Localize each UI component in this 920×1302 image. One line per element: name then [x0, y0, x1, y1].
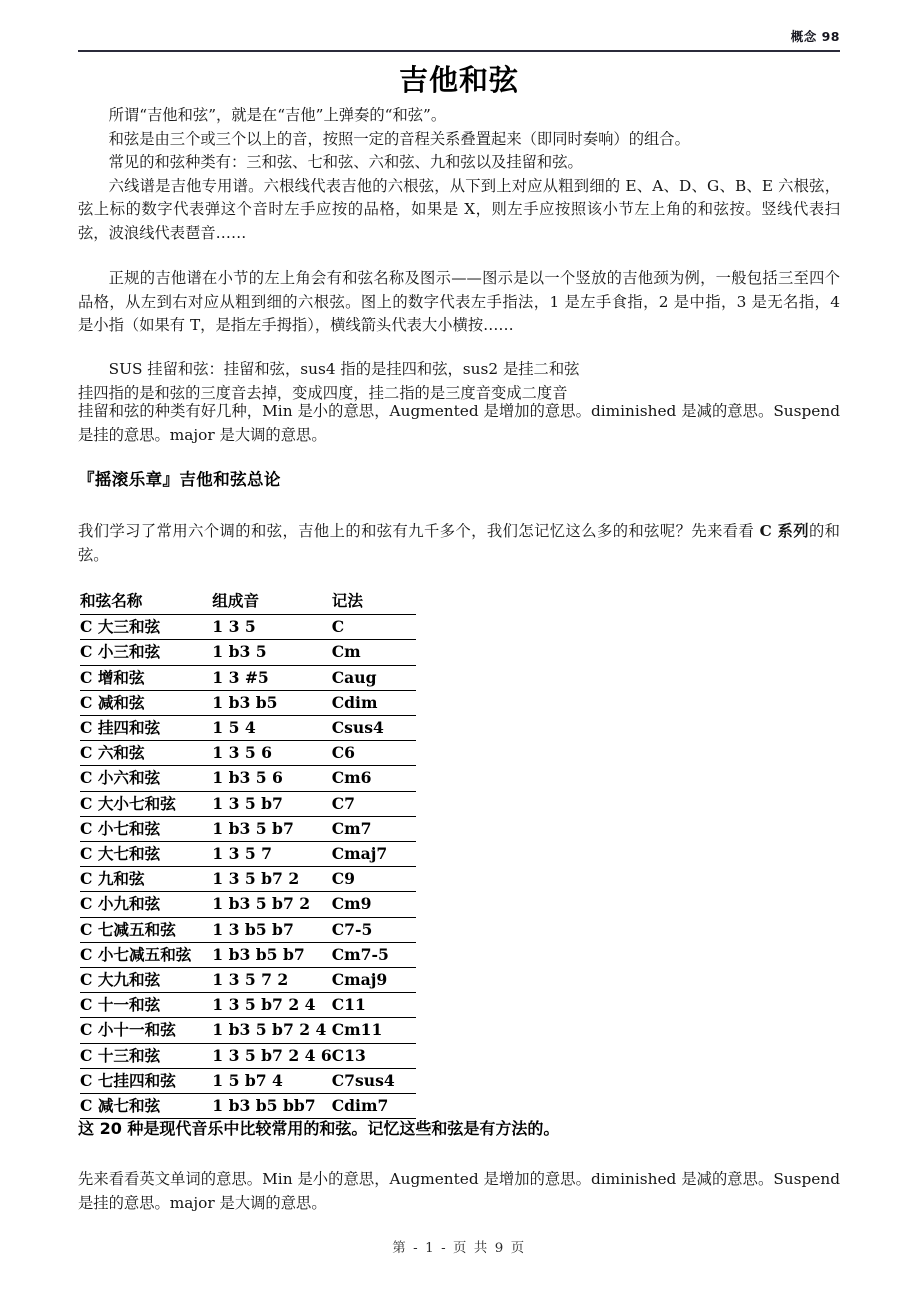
- section-lead-paragraph: [78, 519, 840, 567]
- lead-text-emphasis: C 系列: [759, 522, 809, 540]
- table-row: [80, 1043, 416, 1068]
- chord-tones-cell: 1 5 4: [212, 716, 331, 741]
- chord-name-cell: C 大小七和弦: [80, 791, 212, 816]
- terms-line-1: 挂留和弦的种类有好几种，Min 是小的意思，Augmented 是增加的意思。diminished 是减的意思。Suspend 是挂的意思。major 是大调的意思。: [78, 402, 840, 444]
- notation-block: [78, 267, 840, 338]
- chord-tones-cell: 1 3 5 b7 2 4 6: [212, 1043, 331, 1068]
- running-head-label: 概念 98: [790, 29, 840, 44]
- intro-line-3: 常见的和弦种类有：三和弦、七和弦、六和弦、九和弦以及挂留和弦。: [108, 153, 583, 172]
- chord-symbol-cell: Cm6: [332, 766, 416, 791]
- chord-tones-cell: 1 3 5: [212, 615, 331, 640]
- chord-name-cell: C 小七减五和弦: [80, 942, 212, 967]
- table-row: [80, 665, 416, 690]
- table-row: [80, 615, 416, 640]
- chord-name-cell: C 小三和弦: [80, 640, 212, 665]
- column-header-name: 和弦名称: [80, 590, 212, 615]
- table-row: [80, 942, 416, 967]
- chord-symbol-cell: C7sus4: [332, 1068, 416, 1093]
- sus-line-1: SUS 挂留和弦：挂留和弦，sus4 指的是挂四和弦，sus2 是挂二和弦: [108, 360, 580, 378]
- chord-symbol-cell: C6: [332, 741, 416, 766]
- lead-text-part1: 我们学习了常用六个调的和弦，吉他上的和弦有九千多个，我们怎记忆这么多的和弦呢？先来看看: [78, 522, 760, 540]
- column-header-symbol: 记法: [332, 590, 416, 615]
- chord-symbol-cell: C7: [332, 791, 416, 816]
- intro-line-1: 所谓“吉他和弦”，就是在“吉他”上弹奏的“和弦”。: [108, 106, 447, 124]
- chord-name-cell: C 减和弦: [80, 690, 212, 715]
- chord-tones-cell: 1 3 5 6: [212, 741, 331, 766]
- page-header: [78, 26, 840, 52]
- chord-tones-cell: 1 5 b7 4: [212, 1068, 331, 1093]
- chord-name-cell: C 大三和弦: [80, 615, 212, 640]
- chord-symbol-cell: Caug: [332, 665, 416, 690]
- table-row: [80, 716, 416, 741]
- chord-tones-cell: 1 3 b5 b7: [212, 917, 331, 942]
- chord-symbol-cell: Cm7-5: [332, 942, 416, 967]
- table-row: [80, 867, 416, 892]
- table-row: [80, 892, 416, 917]
- closing-summary: 这 20 种是现代音乐中比较常用的和弦。记忆这些和弦是有方法的。: [78, 1119, 560, 1138]
- chord-name-cell: C 大九和弦: [80, 968, 212, 993]
- table-row: [80, 842, 416, 867]
- chord-symbol-cell: Cdim: [332, 690, 416, 715]
- chord-tones-cell: 1 b3 5 b7 2: [212, 892, 331, 917]
- terms-block: [78, 400, 840, 447]
- chord-tones-cell: 1 b3 b5 bb7: [212, 1094, 331, 1119]
- intro-line-5: 正规的吉他谱在小节的左上角会有和弦名称及图示——图示是以一个竖放的吉他颈为例，一般包括三至四个品格，从左到右对应从粗到细的六根弦。图上的数字代表左手指法，1 是左手食指，2 是中指，3 是无名指，4 是小指（如果有 T，是指左手拇指），横线箭头代表大小横按……: [78, 269, 840, 335]
- chord-tones-cell: 1 b3 5 6: [212, 766, 331, 791]
- table-row: [80, 640, 416, 665]
- chord-symbol-cell: Cm9: [332, 892, 416, 917]
- table-row: [80, 741, 416, 766]
- chord-symbol-cell: Csus4: [332, 716, 416, 741]
- chord-name-cell: C 九和弦: [80, 867, 212, 892]
- chord-name-cell: C 大七和弦: [80, 842, 212, 867]
- page-footer: 第 - 1 - 页 共 9 页: [392, 1241, 526, 1256]
- chord-tones-cell: 1 b3 b5: [212, 690, 331, 715]
- chord-tones-cell: 1 3 #5: [212, 665, 331, 690]
- chord-tones-cell: 1 3 5 b7 2 4: [212, 993, 331, 1018]
- chord-tones-cell: 1 b3 b5 b7: [212, 942, 331, 967]
- intro-line-4: 六线谱是吉他专用谱。六根线代表吉他的六根弦，从下到上对应从粗到细的 E、A、D、G、B、E 六根弦，弦上标的数字代表弹这个音时左手应按的品格，如果是 X，则左手应按照该小节左上角的和弦按。竖线代表扫弦，波浪线代表琶音……: [78, 176, 840, 242]
- table-row: [80, 968, 416, 993]
- chord-symbol-cell: Cdim7: [332, 1094, 416, 1119]
- chord-symbol-cell: C: [332, 615, 416, 640]
- chord-name-cell: C 挂四和弦: [80, 716, 212, 741]
- chord-symbol-cell: Cm11: [332, 1018, 416, 1043]
- closing-body-line: 先来看看英文单词的意思。Min 是小的意思，Augmented 是增加的意思。diminished 是减的意思。Suspend 是挂的意思。major 是大调的意思。: [78, 1170, 840, 1212]
- chord-name-cell: C 增和弦: [80, 665, 212, 690]
- chord-tones-cell: 1 3 5 b7 2: [212, 867, 331, 892]
- chord-tones-cell: 1 b3 5: [212, 640, 331, 665]
- chord-tones-cell: 1 3 5 7 2: [212, 968, 331, 993]
- chord-tones-cell: 1 b3 5 b7: [212, 816, 331, 841]
- chord-symbol-cell: Cm: [332, 640, 416, 665]
- chord-tones-cell: 1 b3 5 b7 2 4: [212, 1018, 331, 1043]
- table-row: [80, 690, 416, 715]
- table-row: [80, 816, 416, 841]
- intro-block: [78, 104, 840, 246]
- chord-table-head: [80, 590, 416, 615]
- chord-name-cell: C 七减五和弦: [80, 917, 212, 942]
- chord-name-cell: C 十一和弦: [80, 993, 212, 1018]
- column-header-tones: 组成音: [212, 590, 331, 615]
- lead-text-part2: 的和弦。: [78, 522, 840, 564]
- chord-table: [80, 590, 416, 1119]
- document-title: 吉他和弦: [398, 63, 519, 97]
- chord-name-cell: C 减七和弦: [80, 1094, 212, 1119]
- chord-symbol-cell: C9: [332, 867, 416, 892]
- closing-body: [78, 1168, 840, 1215]
- chord-symbol-cell: C7-5: [332, 917, 416, 942]
- chord-symbol-cell: Cmaj9: [332, 968, 416, 993]
- chord-name-cell: C 小十一和弦: [80, 1018, 212, 1043]
- section-heading: 『摇滚乐章』吉他和弦总论: [78, 470, 281, 489]
- chord-table-header-row: [80, 590, 416, 615]
- lead-paragraph-text: [78, 519, 840, 567]
- chord-name-cell: C 小七和弦: [80, 816, 212, 841]
- chord-symbol-cell: Cm7: [332, 816, 416, 841]
- chord-name-cell: C 小九和弦: [80, 892, 212, 917]
- table-row: [80, 993, 416, 1018]
- table-row: [80, 791, 416, 816]
- chord-name-cell: C 小六和弦: [80, 766, 212, 791]
- chord-name-cell: C 六和弦: [80, 741, 212, 766]
- chord-name-cell: C 七挂四和弦: [80, 1068, 212, 1093]
- chord-symbol-cell: C13: [332, 1043, 416, 1068]
- sus-line-2: 挂四指的是和弦的三度音去掉，变成四度，挂二指的是三度音变成二度音: [78, 383, 568, 402]
- intro-line-2: 和弦是由三个或三个以上的音，按照一定的音程关系叠置起来（即同时奏响）的组合。: [108, 129, 690, 148]
- table-row: [80, 766, 416, 791]
- chord-table-body: [80, 615, 416, 1119]
- chord-symbol-cell: Cmaj7: [332, 842, 416, 867]
- chord-tones-cell: 1 3 5 7: [212, 842, 331, 867]
- chord-tones-cell: 1 3 5 b7: [212, 791, 331, 816]
- chord-symbol-cell: C11: [332, 993, 416, 1018]
- chord-name-cell: C 十三和弦: [80, 1043, 212, 1068]
- table-row: [80, 1094, 416, 1119]
- table-row: [80, 1068, 416, 1093]
- sus-block: [78, 358, 840, 405]
- table-row: [80, 1018, 416, 1043]
- table-row: [80, 917, 416, 942]
